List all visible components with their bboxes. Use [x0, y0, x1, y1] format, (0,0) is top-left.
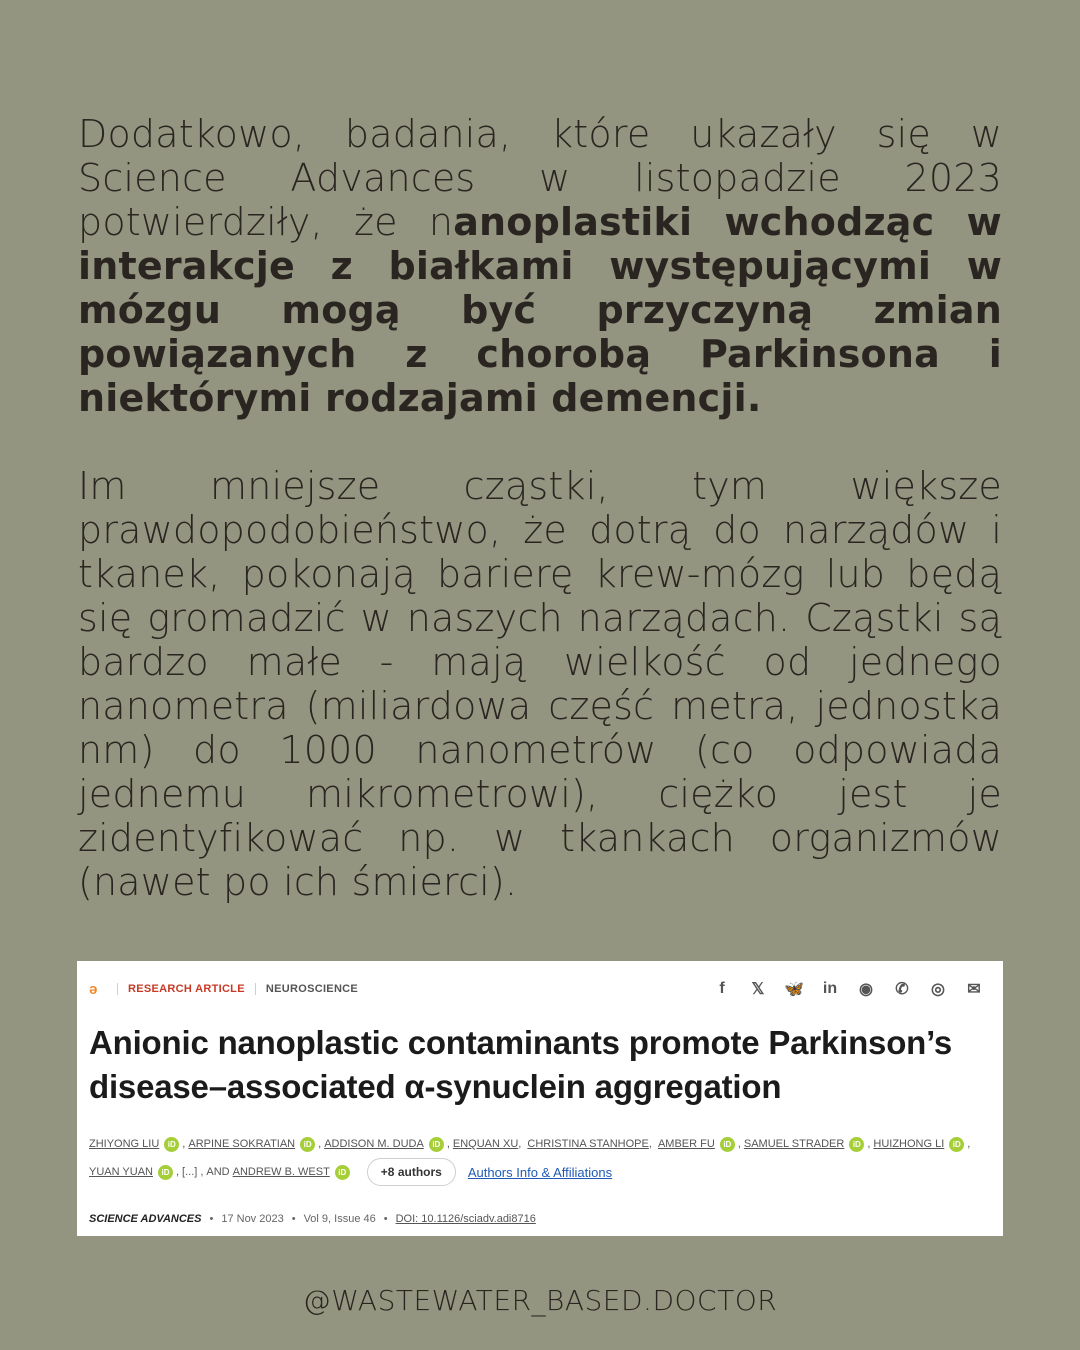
author-ellipsis[interactable]: [...]: [182, 1166, 198, 1178]
and-label: AND: [206, 1166, 230, 1178]
orcid-icon[interactable]: iD: [949, 1137, 964, 1152]
orcid-icon[interactable]: iD: [164, 1137, 179, 1152]
particles-paragraph: Im mniejsze cząstki, tym większe prawdopodobieństwo, że dotrą do narządów i tkanek, pokonają barierę krew-mózg lub będą się gromadzić w naszych narządach. Cząstki są bardzo małe - mają wielkość od jednego nanometra (miliardowa część metra, jednostka nm) do 1000 nanometrów (co odpowiada jednemu mikrometrowi), ciężko jest je zidentyfikować np. w tkankach organizmów (nawet po ich śmierci).: [78, 464, 1002, 904]
facebook-icon[interactable]: f: [719, 980, 725, 997]
intro-paragraph: [78, 112, 1002, 420]
journal-name[interactable]: SCIENCE ADVANCES: [89, 1213, 202, 1225]
divider: [117, 983, 118, 995]
author-link[interactable]: ENQUAN XU: [452, 1138, 519, 1150]
x-icon[interactable]: 𝕏: [751, 981, 765, 998]
article-card: [77, 961, 1003, 1236]
author-list: [89, 1133, 989, 1183]
orcid-icon[interactable]: iD: [849, 1137, 864, 1152]
bluesky-icon[interactable]: 🦋: [784, 981, 804, 998]
account-handle: @WASTEWATER_BASED.DOCTOR: [302, 1284, 778, 1317]
divider: [255, 983, 256, 995]
article-topbar: [89, 979, 985, 999]
orcid-icon[interactable]: iD: [158, 1165, 173, 1180]
article-meta: SCIENCE ADVANCES • 17 Nov 2023 • Vol 9, Issue 46 • DOI: 10.1126/sciadv.adi8716: [89, 1213, 536, 1225]
affiliations-link[interactable]: Authors Info & Affiliations: [467, 1164, 613, 1180]
linkedin-icon[interactable]: in: [822, 980, 838, 997]
author-link[interactable]: YUAN YUAN: [89, 1166, 153, 1178]
article-section-label[interactable]: NEUROSCIENCE: [265, 983, 359, 995]
orcid-icon[interactable]: iD: [300, 1137, 315, 1152]
author-link[interactable]: ARPINE SOKRATIAN: [188, 1138, 296, 1150]
whatsapp-icon[interactable]: ◎: [931, 981, 945, 998]
article-type-label[interactable]: RESEARCH ARTICLE: [128, 983, 245, 995]
author-link[interactable]: ADDISON M. DUDA: [324, 1138, 424, 1150]
doi-link[interactable]: DOI: 10.1126/sciadv.adi8716: [395, 1213, 536, 1225]
author-link[interactable]: SAMUEL STRADER: [743, 1138, 845, 1150]
wechat-icon[interactable]: ✆: [895, 981, 909, 998]
email-icon[interactable]: ✉: [967, 981, 981, 998]
author-link[interactable]: CHRISTINA STANHOPE: [527, 1138, 649, 1150]
publish-date: 17 Nov 2023: [221, 1213, 284, 1225]
share-bar: [711, 979, 985, 999]
author-link[interactable]: ANDREW B. WEST: [232, 1166, 330, 1178]
intro-bold-text: anoplastiki wchodząc w interakcje z białkami występującymi w mózgu mogą być przyczyną zmian powiązanych z chorobą Parkinsona i niektórymi rodzajami demencji.: [78, 200, 1002, 420]
article-title: Anionic nanoplastic contaminants promote Parkinson’s disease–associated α-synuclein aggregation: [89, 1024, 953, 1105]
author-link[interactable]: HUIZHONG LI: [873, 1138, 945, 1150]
orcid-icon[interactable]: iD: [429, 1137, 444, 1152]
more-authors-button[interactable]: +8 authors: [367, 1158, 456, 1186]
orcid-icon[interactable]: iD: [335, 1165, 350, 1180]
author-row: YUAN YUAN iD , [...] , AND ANDREW B. WEST iD +8 authors Authors Info & Affiliations: [89, 1161, 989, 1183]
author-link[interactable]: AMBER FU: [657, 1138, 715, 1150]
intro-normal-text: Dodatkowo, badania, które ukazały się w Science Advances w listopadzie 2023 potwierdziły, że n: [78, 112, 1002, 244]
orcid-icon[interactable]: iD: [720, 1137, 735, 1152]
volume-issue[interactable]: Vol 9, Issue 46: [303, 1213, 376, 1225]
reddit-icon[interactable]: ◉: [859, 981, 873, 998]
open-access-icon: ə: [89, 980, 98, 998]
author-row: ZHIYONG LIU iD , ARPINE SOKRATIAN iD , ADDISON M. DUDA iD , ENQUAN XU , CHRISTINA STANHOPE , AMBER FU iD , SAMUEL STRADER iD , HUIZHONG LI iD ,: [89, 1138, 971, 1150]
author-link[interactable]: ZHIYONG LIU: [89, 1138, 160, 1150]
